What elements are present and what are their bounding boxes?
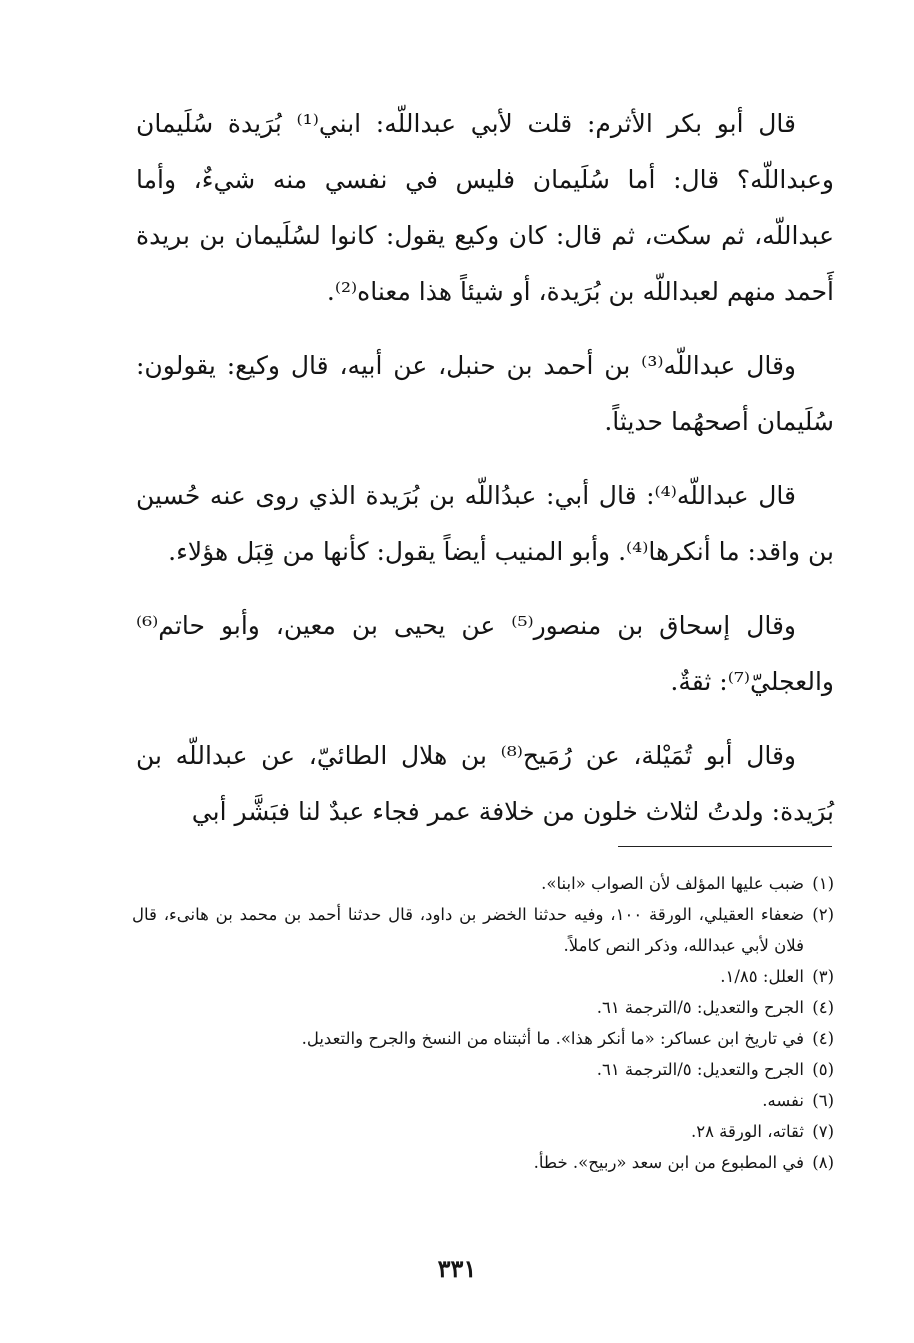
- paragraph-athram: قال أبو بكر الأثرم: قلت لأبي عبداللّه: ابني⁽¹⁾ بُرَيدة سُلَيمان وعبداللّه؟ قال: أما سُلَيمان فليس في نفسي منه شيءٌ، وأما عبداللّه، ثم سكت، ثم قال: كان وكيع يقول: كانوا لسُلَيمان بن بريدة أَحمد منهم لعبداللّه بن بُرَيدة، أو شيئاً هذا معناه⁽²⁾.: [136, 109, 834, 306]
- footnote-number: (٥): [812, 1060, 834, 1079]
- main-text: [136, 96, 834, 858]
- footnote-text: ضبب عليها المؤلف لأن الصواب «ابنا».: [541, 874, 804, 893]
- footnote-text: في تاريخ ابن عساكر: «ما أنكر هذا». ما أثبتناه من النسخ والجرح والتعديل.: [301, 1029, 804, 1048]
- footnotes: [132, 868, 834, 1178]
- footnote-number: (١): [812, 874, 834, 893]
- footnote: [132, 992, 834, 1023]
- footnote-number: (٦): [812, 1091, 834, 1110]
- page-number: ٣٣١: [437, 1254, 477, 1283]
- footnote: [132, 868, 834, 899]
- footnote-text: ثقاته، الورقة ٢٨.: [690, 1122, 804, 1141]
- footnote: [132, 899, 834, 961]
- footnote-number: (٧): [812, 1122, 834, 1141]
- paragraph-abdullah-ibn-ahmad: وقال عبداللّه⁽³⁾ بن أحمد بن حنبل، عن أبيه، قال وكيع: يقولون: سُلَيمان أصحهُما حديثاً.: [136, 351, 834, 436]
- footnote-text: ضعفاء العقيلي، الورقة ١٠٠، وفيه حدثنا الخضر بن داود، قال حدثنا أحمد بن محمد بن هانىء، قال فلان لأبي عبدالله، وذكر النص كاملاً.: [132, 905, 804, 955]
- footnote: [132, 961, 834, 992]
- footnote-number: (٤): [812, 1029, 834, 1048]
- paragraph-abu-tumaylah: وقال أبو تُمَيْلة، عن رُمَيح⁽⁸⁾ بن هلال الطائيّ، عن عبداللّه بن بُرَيدة: ولدتُ لثلاث خلون من خلافة عمر فجاء عبدٌ لنا فبَشَّر أبي: [136, 741, 834, 826]
- footnote: [132, 1147, 834, 1178]
- footnote-text: في المطبوع من ابن سعد «ربيح». خطأ.: [533, 1153, 804, 1172]
- footnote-text: الجرح والتعديل: ٥/الترجمة ٦١.: [596, 998, 804, 1017]
- footnote: [132, 1085, 834, 1116]
- paragraph-abi: قال عبداللّه⁽⁴⁾: قال أبي: عبدُاللّه بن بُرَيدة الذي روى عنه حُسين بن واقد: ما أنكرها⁽⁴⁾. وأبو المنيب أيضاً يقول: كأنها من قِبَل هؤلاء.: [136, 481, 834, 566]
- footnote-number: (٢): [812, 905, 834, 924]
- footnote-number: (٤): [812, 998, 834, 1017]
- footnote: [132, 1116, 834, 1147]
- footnote: [132, 1054, 834, 1085]
- footnote-number: (٣): [812, 967, 834, 986]
- footnote-text: العلل: ١/٨٥.: [720, 967, 804, 986]
- footnote-text: نفسه.: [762, 1091, 804, 1110]
- footnote-number: (٨): [812, 1153, 834, 1172]
- footnote: [132, 1023, 834, 1054]
- footnote-text: الجرح والتعديل: ٥/الترجمة ٦١.: [596, 1060, 804, 1079]
- footnote-separator: [618, 846, 832, 847]
- paragraph-ishaq: وقال إسحاق بن منصور⁽⁵⁾ عن يحيى بن معين، وأبو حاتم⁽⁶⁾ والعجليّ⁽⁷⁾: ثقةٌ.: [136, 611, 834, 696]
